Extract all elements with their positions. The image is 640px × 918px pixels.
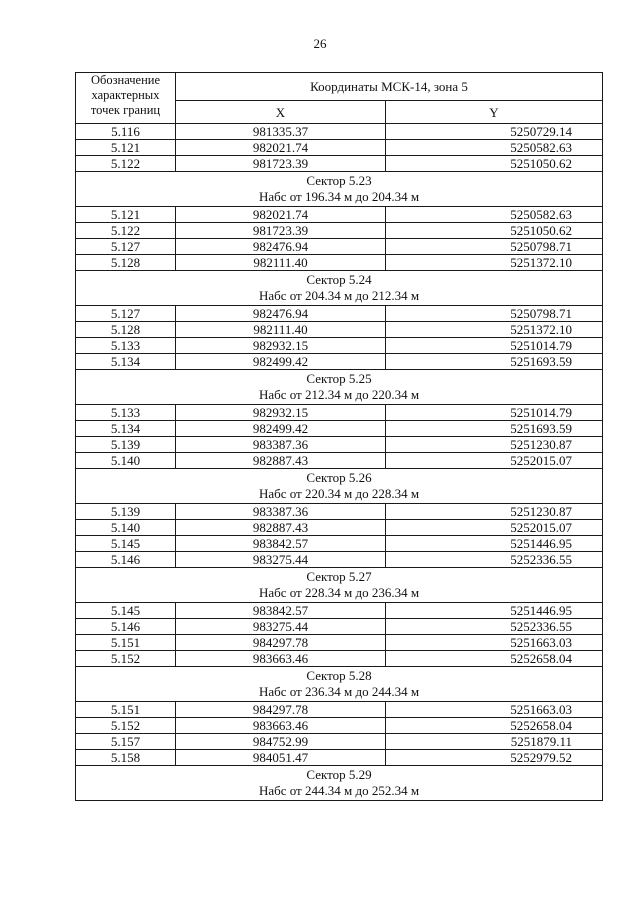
sector-row xyxy=(76,469,603,504)
table-row xyxy=(76,504,603,520)
x-coordinate-cell: 983387.36 xyxy=(176,437,386,453)
sector-height-range: Набс от 236.34 м до 244.34 м xyxy=(258,684,420,699)
x-coordinate-cell: 983842.57 xyxy=(176,603,386,619)
y-column-header: Y xyxy=(386,101,603,124)
point-id-cell: 5.134 xyxy=(76,421,176,437)
table-row xyxy=(76,255,603,271)
x-coordinate-cell: 983842.57 xyxy=(176,536,386,552)
x-column-header: X xyxy=(176,101,386,124)
point-id-cell: 5.146 xyxy=(76,619,176,635)
y-coordinate-cell: 5251446.95 xyxy=(386,603,603,619)
y-coordinate-cell: 5250582.63 xyxy=(386,207,603,223)
y-coordinate-cell: 5250582.63 xyxy=(386,140,603,156)
x-coordinate-cell: 982932.15 xyxy=(176,338,386,354)
x-coordinate-cell: 982111.40 xyxy=(176,255,386,271)
y-coordinate-cell: 5252336.55 xyxy=(386,552,603,568)
table-header-row xyxy=(76,73,603,101)
sector-row xyxy=(76,766,603,801)
sector-heading xyxy=(76,370,603,405)
table-row xyxy=(76,718,603,734)
y-coordinate-cell: 5251446.95 xyxy=(386,536,603,552)
x-coordinate-cell: 984297.78 xyxy=(176,702,386,718)
table-row xyxy=(76,156,603,172)
y-coordinate-cell: 5250798.71 xyxy=(386,239,603,255)
point-id-cell: 5.158 xyxy=(76,750,176,766)
table-row xyxy=(76,322,603,338)
point-id-cell: 5.139 xyxy=(76,437,176,453)
sector-name: Сектор 5.29 xyxy=(306,767,372,782)
point-id-cell: 5.122 xyxy=(76,223,176,239)
point-id-cell: 5.127 xyxy=(76,306,176,322)
y-coordinate-cell: 5250798.71 xyxy=(386,306,603,322)
point-id-cell: 5.133 xyxy=(76,338,176,354)
table-row xyxy=(76,223,603,239)
table-row xyxy=(76,207,603,223)
sector-name: Сектор 5.24 xyxy=(306,272,372,287)
sector-heading xyxy=(76,469,603,504)
coordinates-system-header: Координаты МСК-14, зона 5 xyxy=(176,73,603,101)
table-body xyxy=(76,124,603,801)
point-id-cell: 5.146 xyxy=(76,552,176,568)
x-coordinate-cell: 982499.42 xyxy=(176,354,386,370)
sector-row xyxy=(76,568,603,603)
point-id-cell: 5.134 xyxy=(76,354,176,370)
x-coordinate-cell: 983663.46 xyxy=(176,651,386,667)
sector-height-range: Набс от 212.34 м до 220.34 м xyxy=(258,387,420,402)
point-id-cell: 5.145 xyxy=(76,603,176,619)
sector-heading xyxy=(76,172,603,207)
y-coordinate-cell: 5251372.10 xyxy=(386,322,603,338)
sector-height-range: Набс от 220.34 м до 228.34 м xyxy=(258,486,420,501)
y-coordinate-cell: 5251693.59 xyxy=(386,421,603,437)
x-coordinate-cell: 984752.99 xyxy=(176,734,386,750)
sector-heading xyxy=(76,568,603,603)
table-row xyxy=(76,520,603,536)
x-coordinate-cell: 981723.39 xyxy=(176,156,386,172)
point-id-cell: 5.152 xyxy=(76,651,176,667)
y-coordinate-cell: 5252015.07 xyxy=(386,520,603,536)
x-coordinate-cell: 983663.46 xyxy=(176,718,386,734)
y-coordinate-cell: 5251230.87 xyxy=(386,504,603,520)
y-coordinate-cell: 5250729.14 xyxy=(386,124,603,140)
x-coordinate-cell: 984051.47 xyxy=(176,750,386,766)
table-row xyxy=(76,306,603,322)
sector-heading xyxy=(76,271,603,306)
sector-name: Сектор 5.28 xyxy=(306,668,372,683)
table-row xyxy=(76,651,603,667)
point-id-cell: 5.116 xyxy=(76,124,176,140)
point-designation-header: Обозначение характерных точек границ xyxy=(76,73,176,124)
y-coordinate-cell: 5251050.62 xyxy=(386,223,603,239)
point-id-cell: 5.127 xyxy=(76,239,176,255)
point-id-cell: 5.128 xyxy=(76,322,176,338)
y-coordinate-cell: 5251693.59 xyxy=(386,354,603,370)
sector-heading xyxy=(76,667,603,702)
table-row xyxy=(76,750,603,766)
x-coordinate-cell: 982476.94 xyxy=(176,239,386,255)
table-row xyxy=(76,619,603,635)
table-row xyxy=(76,140,603,156)
y-coordinate-cell: 5252979.52 xyxy=(386,750,603,766)
sector-name: Сектор 5.23 xyxy=(306,173,372,188)
x-coordinate-cell: 983275.44 xyxy=(176,552,386,568)
sector-row xyxy=(76,271,603,306)
y-coordinate-cell: 5251663.03 xyxy=(386,702,603,718)
x-coordinate-cell: 982021.74 xyxy=(176,140,386,156)
x-coordinate-cell: 982111.40 xyxy=(176,322,386,338)
table-row xyxy=(76,635,603,651)
x-coordinate-cell: 982887.43 xyxy=(176,520,386,536)
point-id-cell: 5.122 xyxy=(76,156,176,172)
sector-height-range: Набс от 228.34 м до 236.34 м xyxy=(258,585,420,600)
sector-heading xyxy=(76,766,603,801)
point-id-cell: 5.152 xyxy=(76,718,176,734)
point-id-cell: 5.151 xyxy=(76,635,176,651)
y-coordinate-cell: 5252658.04 xyxy=(386,718,603,734)
table-row xyxy=(76,453,603,469)
sector-name: Сектор 5.25 xyxy=(306,371,372,386)
x-coordinate-cell: 983387.36 xyxy=(176,504,386,520)
table-row xyxy=(76,536,603,552)
y-coordinate-cell: 5251372.10 xyxy=(386,255,603,271)
point-id-cell: 5.140 xyxy=(76,453,176,469)
x-coordinate-cell: 981335.37 xyxy=(176,124,386,140)
table-row xyxy=(76,437,603,453)
table-row xyxy=(76,338,603,354)
point-id-cell: 5.157 xyxy=(76,734,176,750)
sector-height-range: Набс от 244.34 м до 252.34 м xyxy=(258,783,420,798)
y-coordinate-cell: 5251879.11 xyxy=(386,734,603,750)
table-row xyxy=(76,239,603,255)
point-id-cell: 5.121 xyxy=(76,140,176,156)
point-id-cell: 5.145 xyxy=(76,536,176,552)
x-coordinate-cell: 982476.94 xyxy=(176,306,386,322)
sector-name: Сектор 5.26 xyxy=(306,470,372,485)
page-number: 26 xyxy=(313,36,327,51)
sector-height-range: Набс от 204.34 м до 212.34 м xyxy=(258,288,420,303)
point-id-cell: 5.139 xyxy=(76,504,176,520)
y-coordinate-cell: 5252336.55 xyxy=(386,619,603,635)
y-coordinate-cell: 5251050.62 xyxy=(386,156,603,172)
x-coordinate-cell: 982499.42 xyxy=(176,421,386,437)
point-id-cell: 5.128 xyxy=(76,255,176,271)
x-coordinate-cell: 981723.39 xyxy=(176,223,386,239)
table-row xyxy=(76,421,603,437)
table-row xyxy=(76,405,603,421)
y-coordinate-cell: 5252658.04 xyxy=(386,651,603,667)
sector-name: Сектор 5.27 xyxy=(306,569,372,584)
sector-height-range: Набс от 196.34 м до 204.34 м xyxy=(258,189,420,204)
y-coordinate-cell: 5251663.03 xyxy=(386,635,603,651)
table-row xyxy=(76,603,603,619)
point-id-cell: 5.140 xyxy=(76,520,176,536)
table-row xyxy=(76,552,603,568)
y-coordinate-cell: 5251014.79 xyxy=(386,338,603,354)
sector-row xyxy=(76,370,603,405)
point-id-cell: 5.121 xyxy=(76,207,176,223)
table-row xyxy=(76,354,603,370)
y-coordinate-cell: 5251014.79 xyxy=(386,405,603,421)
point-id-cell: 5.133 xyxy=(76,405,176,421)
sector-row xyxy=(76,172,603,207)
table-row xyxy=(76,124,603,140)
y-coordinate-cell: 5252015.07 xyxy=(386,453,603,469)
x-coordinate-cell: 982887.43 xyxy=(176,453,386,469)
table-row xyxy=(76,734,603,750)
table-row xyxy=(76,702,603,718)
x-coordinate-cell: 982021.74 xyxy=(176,207,386,223)
point-id-cell: 5.151 xyxy=(76,702,176,718)
sector-row xyxy=(76,667,603,702)
coordinates-table xyxy=(75,72,603,801)
x-coordinate-cell: 984297.78 xyxy=(176,635,386,651)
x-coordinate-cell: 983275.44 xyxy=(176,619,386,635)
x-coordinate-cell: 982932.15 xyxy=(176,405,386,421)
y-coordinate-cell: 5251230.87 xyxy=(386,437,603,453)
